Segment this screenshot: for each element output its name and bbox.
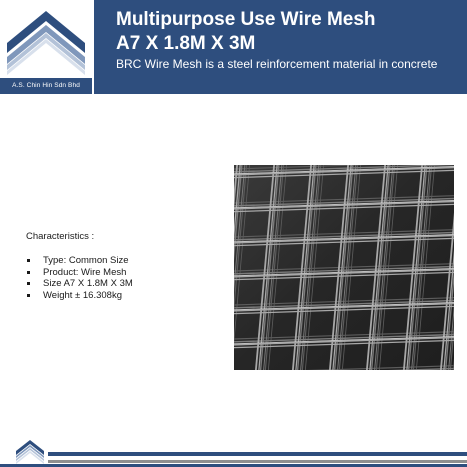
footer-rule-blue <box>48 452 467 456</box>
characteristics-list <box>26 255 133 301</box>
page-title <box>116 8 461 56</box>
characteristic-type: Type: Common Size <box>26 255 133 267</box>
company-name: A.S. Chin Hin Sdn Bhd <box>0 78 92 94</box>
characteristic-size: Size A7 X 1.8M X 3M <box>26 278 133 290</box>
footer-chevron-icon <box>16 437 44 467</box>
title-line-2: A7 X 1.8M X 3M <box>116 33 256 54</box>
footer-rule-grey <box>48 460 467 463</box>
title-line-1: Multipurpose Use Wire Mesh <box>116 9 376 30</box>
page-subtitle: BRC Wire Mesh is a steel reinforcement material in concrete <box>116 57 438 71</box>
company-logo <box>0 0 92 94</box>
characteristic-weight: Weight ± 16.308kg <box>26 290 133 302</box>
characteristic-product: Product: Wire Mesh <box>26 267 133 279</box>
characteristics-heading: Characteristics : <box>26 231 95 242</box>
wire-mesh-photo <box>234 165 454 370</box>
wire-mesh-icon <box>234 165 454 370</box>
chevron-stripes-logo-icon <box>7 7 85 75</box>
